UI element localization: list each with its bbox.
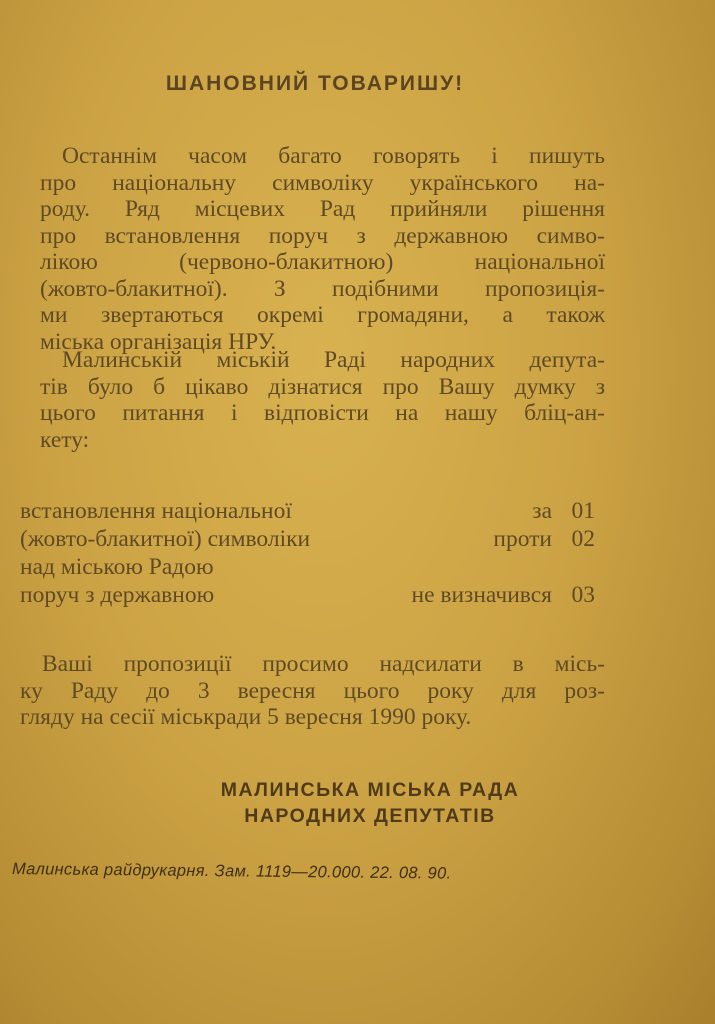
paragraph-line: гляду на сесії міськради 5 вересня 1990 року.: [20, 704, 472, 730]
deadline-paragraph: [20, 651, 605, 731]
option-code: 01: [571, 498, 595, 524]
paragraph-line: про національну символіку українського на-: [40, 169, 605, 196]
intro-paragraph: [40, 143, 605, 355]
survey-option-row: [20, 581, 600, 609]
option-code: 03: [571, 582, 595, 608]
paragraph-line: Останнім часом багато говорять і пишуть: [62, 143, 605, 169]
option-code: 02: [571, 526, 595, 552]
paragraph-line: роду. Ряд місцевих Рад прийняли рішення: [40, 196, 605, 222]
option-text: встановлення національної: [20, 498, 292, 524]
paragraph-line: цього питання і відповісти на нашу бліц-ан-: [40, 400, 605, 426]
paragraph-line: ми звертаються окремі громадяни, а також: [40, 302, 605, 328]
council-name-line: МАЛИНСЬКА МІСЬКА РАДА: [220, 779, 520, 801]
survey-option-row: [20, 553, 600, 581]
option-text: поруч з державною: [20, 582, 215, 608]
request-paragraph: [40, 347, 605, 453]
paragraph-line: ку Раду до 3 вересня цього року для роз-: [20, 677, 605, 704]
paragraph-line: Малинській міській Раді народних депута-: [62, 347, 605, 373]
printer-imprint: Малинська райдрукарня. Зам. 1119—20.000. 22. 08. 90.: [11, 860, 452, 883]
option-text: над міською Радою: [20, 554, 214, 580]
paragraph-line: про встановлення поруч з державною симво-: [40, 222, 605, 249]
option-choice: проти: [493, 526, 552, 552]
option-text: (жовто-блакитної) символіки: [20, 526, 311, 552]
council-name-line: НАРОДНИХ ДЕПУТАТІВ: [244, 805, 496, 827]
council-signature: [0, 777, 715, 829]
option-choice: не визначився: [411, 582, 552, 608]
survey-option-row: [20, 525, 600, 553]
paragraph-line: лікою (червоно-блакитною) національної: [40, 249, 605, 275]
paragraph-line: кету:: [40, 426, 90, 453]
paragraph-line: тів було б цікаво дізнатися про Вашу думку з: [40, 373, 605, 400]
paragraph-line: міська організація НРУ.: [40, 328, 277, 355]
survey-option-row: [20, 497, 600, 525]
paragraph-line: (жовто-блакитної). З подібними пропозиція-: [40, 275, 605, 302]
paragraph-line: Ваші пропозиції просимо надсилати в місь-: [42, 651, 605, 677]
option-choice: за: [532, 498, 552, 524]
greeting-title: ШАНОВНИЙ ТОВАРИШУ!: [165, 72, 465, 95]
survey-options: [20, 497, 600, 609]
